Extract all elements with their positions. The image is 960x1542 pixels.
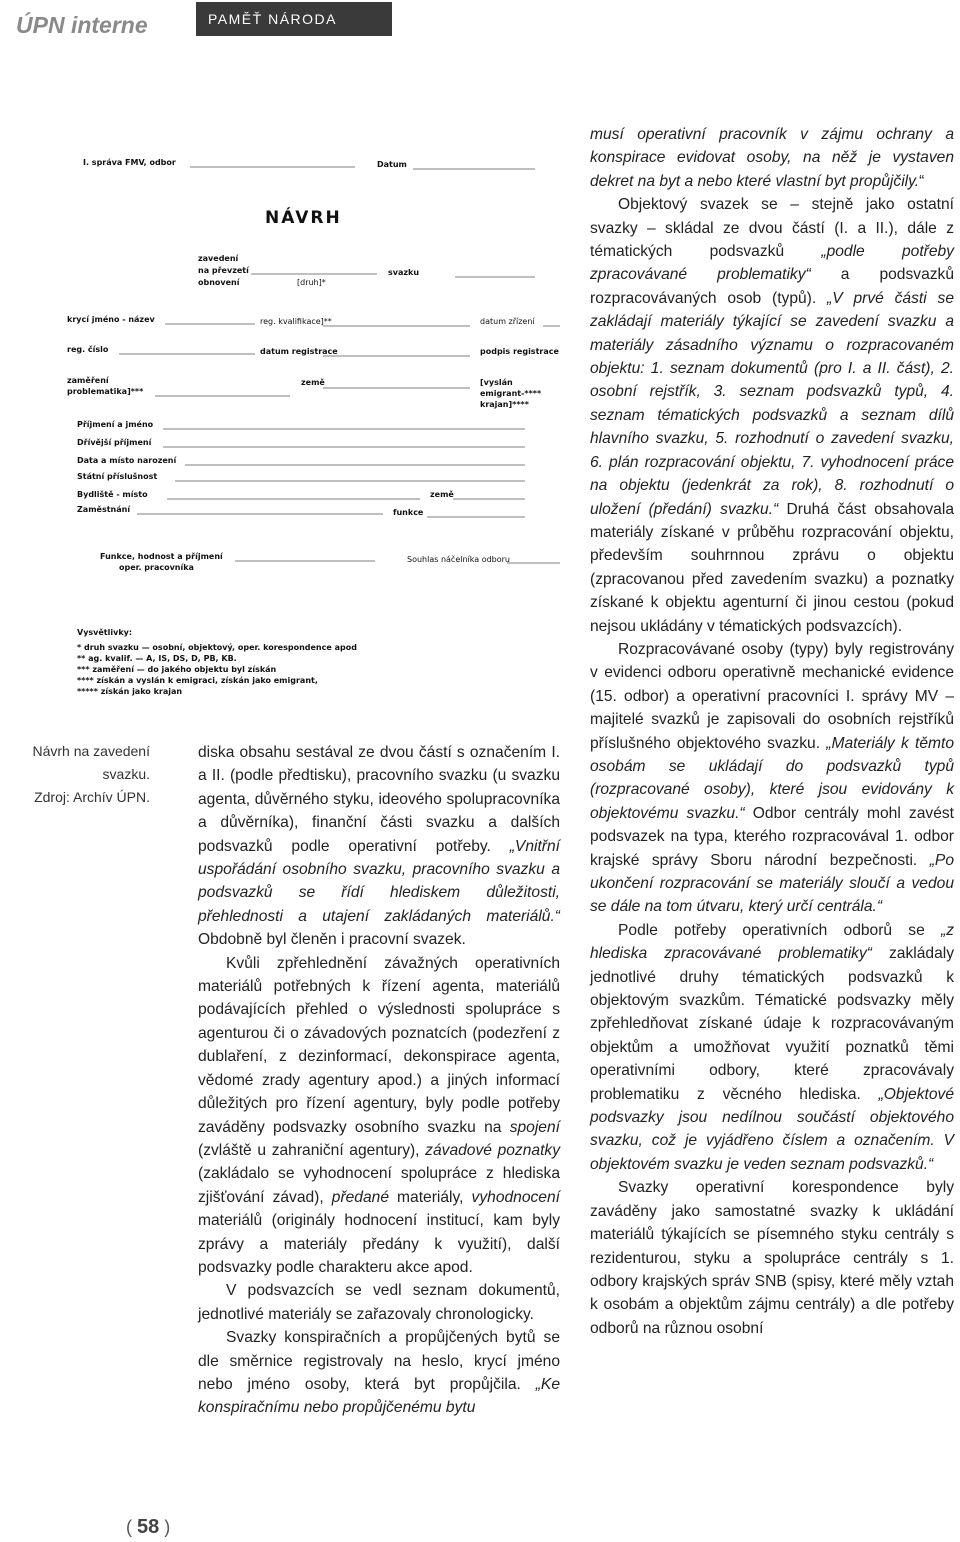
form-text: na převzetí bbox=[198, 266, 249, 275]
text-run: Obdobně byl členěn i pracovní svazek. bbox=[198, 931, 466, 949]
form-text: svazku bbox=[388, 268, 420, 277]
form-text: reg. kvalifikace]** bbox=[260, 317, 332, 326]
quote: „Ke konspiračnímu nebo propůjčenému bytu bbox=[198, 1375, 560, 1417]
form-text: krajan]**** bbox=[480, 400, 529, 409]
form-scan-image bbox=[55, 140, 565, 710]
form-text: **** získán a vyslán k emigraci, získán jako emigrant, bbox=[77, 676, 318, 685]
page-number-value: 58 bbox=[137, 1516, 160, 1538]
paragraph bbox=[590, 919, 954, 1176]
text-run: (zvláště u zahraniční agentury), bbox=[198, 1141, 426, 1159]
form-text: reg. číslo bbox=[67, 345, 109, 354]
paragraph bbox=[590, 193, 954, 638]
magazine-title: ÚPN interne bbox=[16, 12, 148, 38]
form-text: Bydliště - místo bbox=[77, 490, 148, 499]
page-number: ( 58 ) bbox=[126, 1516, 171, 1538]
form-text: oper. pracovníka bbox=[119, 563, 194, 572]
emphasis: vyhodnocení bbox=[471, 1188, 560, 1206]
form-text: země bbox=[301, 378, 325, 387]
paragraph bbox=[198, 1326, 560, 1420]
form-text: ** ag. kvalif. — A, IS, DS, D, PB, KB. bbox=[77, 654, 237, 663]
form-text: Datum bbox=[377, 160, 407, 169]
paragraph: Svazky operativní korespondence byly zaváděny jako samostatné svazky k ukládání materiálů týkajících se písemného styku centrály s rezidenturou, styku a spolupráce centrály s 1. odbory krajských správ SNB (spisy, které měly vztah k osobám a objektům zájmu centrály) a dle potřeby odborů na různou osobní bbox=[590, 1179, 954, 1337]
section-label: PAMĚŤ NÁRODA bbox=[196, 2, 392, 36]
quote: „Po ukončení rozpracování se materiály sloučí a vedou se dále na tom útvaru, který určí centrála.“ bbox=[590, 851, 954, 916]
paragraph bbox=[198, 741, 560, 952]
caption-source: Zdroj: Archív ÚPN. bbox=[34, 789, 150, 805]
text-run: a podsvazků rozpracovávaných osob (typů). bbox=[590, 266, 955, 307]
form-text: ***** získán jako krajan bbox=[77, 687, 183, 696]
form-text: [druh]* bbox=[297, 278, 326, 287]
paragraph bbox=[590, 123, 954, 193]
form-text: problematika]*** bbox=[67, 387, 144, 396]
form-text: Dřívější příjmení bbox=[77, 438, 152, 447]
form-heading: NÁVRH bbox=[265, 208, 342, 228]
form-text: I. správa FMV, odbor bbox=[83, 158, 176, 167]
text-run: Odbor centrály mohl zavést podsvazek na typa, kterého rozpracovával 1. odbor krajské správy Sboru národní bezpečnosti. bbox=[590, 804, 955, 869]
text-run: Druhá část obsahovala materiály získané v průběhu rozpracování objektu, především souhrnnou zprávu o objektu (zpracovanou před zavedením svazku) a poznatky získané k objektu agenturní či jinou cestou (pokud nejsou ukládány v tématických podsvazcích). bbox=[590, 500, 954, 635]
form-text: Příjmení a jméno bbox=[77, 420, 154, 429]
form-text: Data a místo narození bbox=[77, 456, 177, 465]
form-text: funkce bbox=[393, 508, 424, 517]
quote: „V prvé části se zakládají materiály týkající se zavedení svazku a materiály zásadního významu o rozpracovaném objektu: 1. seznam dokumentů (pro I. a II. část), 2. osobní rejstřík, 3. seznam podsvazků typů, 4. seznam tématických podsvazků a seznam dílů hlavního svazku, 5. rozhodnutí o zavedení svazku, 6. plán rozpracování objektu, 7. vyhodnocení práce na objektu (jedenkrát za rok), 8. rozhodnutí o uložení (předání) svazku.“ bbox=[590, 289, 954, 518]
form-text: podpis registrace bbox=[480, 347, 559, 356]
form-text: zaměření bbox=[67, 376, 109, 385]
text-column-right bbox=[590, 123, 954, 1340]
text-run: (zakládalo se vyhodnocení spolupráce z hlediska zjišťování závad), bbox=[198, 1165, 560, 1206]
text-run: diska obsahu sestával ze dvou částí s označením I. a II. (podle předtisku), pracovního svazku (u svazku agenta, důvěrného styku, ideového spolupracovníka a důvěrníka), finanční části svazku a dalších podsvazků podle operativní potřeby. bbox=[198, 744, 560, 855]
text-column-middle bbox=[198, 741, 560, 1420]
figure-caption bbox=[2, 740, 150, 809]
form-text: [vyslán bbox=[480, 378, 513, 387]
paragraph: V podsvazcích se vedl seznam dokumentů, jednotlivé materiály se zařazovaly chronologicky. bbox=[198, 1282, 560, 1323]
quote: „podle potřeby zpracovávané problematiky“ bbox=[590, 243, 954, 284]
form-text: * druh svazku — osobní, objektový, oper. korespondence apod bbox=[77, 643, 357, 652]
form-text: *** zaměření — do jakého objektu byl získán bbox=[77, 665, 277, 674]
form-text: krycí jméno - název bbox=[67, 315, 155, 324]
paragraph bbox=[590, 638, 954, 919]
text-run: Rozpracovávané osoby (typy) byly registrovány v evidenci odboru operativně mechanické evidence (15. odbor) a operativní pracovníci I. správy MV – majitelé svazků je zapisovali do osobních rejstříků příslušného objektového svazku. bbox=[590, 640, 954, 752]
text-run: Kvůli zpřehlednění závažných operativních materiálů potřebných k řízení agenta, materiálů podávajících přehled o výslednosti spolupráce s agenturou či o závadových poznatcích (podezření z dublaření, z dezinformací, dekonspirace agenta, vědomé zrady agentury apod.) a jiných informací důležitých pro řízení agentury, byly podle potřeby zaváděny podsvazky osobního svazku na bbox=[198, 954, 560, 1136]
quote: „Vnitřní uspořádání osobního svazku, pracovního svazku a podsvazků se řídí hlediskem důležitosti, přehlednosti a utajení zakládaných materiálů.“ bbox=[198, 837, 560, 925]
form-lines bbox=[55, 140, 565, 710]
text-run: materiálů (originály hodnocení institucí, kam byly zprávy a materiály předány k využití), další podsvazky podle charakteru akce apod. bbox=[198, 1212, 560, 1276]
quote: musí operativní pracovník v zájmu ochrany a konspirace evidovat osoby, na něž je vystaven dekret na byt a nebo které vlastní byt propůjčily. bbox=[590, 126, 954, 190]
text-run: Svazky konspiračních a propůjčených bytů se dle směrnice registrovaly na heslo, krycí jméno nebo jméno osoby, která byt propůjčila. bbox=[198, 1329, 560, 1393]
emphasis: spojení bbox=[509, 1118, 560, 1136]
form-text: země bbox=[430, 490, 454, 499]
quote: „z hlediska zpracovávané problematiky“ bbox=[590, 921, 954, 963]
form-text: datum registrace bbox=[260, 347, 338, 356]
text-run: zakládaly jednotlivé druhy tématických podsvazků k objektovým svazkům. Tématické podsvazky měly zpřehledňovat získané údaje k rozpracovávaným objektům a umožňovat využití poznatků těmi operativními odbory, které zpracovávaly problematiku z věcného hlediska. bbox=[590, 945, 955, 1103]
quote: „Objektové podsvazky jsou nedílnou součástí objektového svazku, což je vyjádřeno číslem a označením. V objektovém svazku je veden seznam podsvazků.“ bbox=[590, 1085, 954, 1173]
quote: „Materiály k těmto osobám se ukládají do podsvazků typů (rozpracované osoby), které jsou evidovány k objektovému svazku.“ bbox=[590, 734, 954, 822]
text-run: materiály, bbox=[389, 1188, 472, 1206]
form-text: obnovení bbox=[198, 278, 240, 287]
emphasis: závadové poznatky bbox=[425, 1141, 560, 1159]
form-text: emigrant-**** bbox=[480, 389, 542, 398]
form-text: Zaměstnání bbox=[77, 505, 131, 514]
text-run: “ bbox=[919, 172, 925, 190]
form-text: datum zřízení bbox=[480, 317, 535, 326]
form-text: zavedení bbox=[198, 254, 239, 263]
text-run: Objektový svazek se – stejně jako ostatní svazky – skládal ze dvou částí (I. a II.), dále z tématických podsvazků bbox=[590, 196, 954, 261]
form-text: Souhlas náčelníka odboru bbox=[407, 555, 510, 564]
emphasis: předané bbox=[331, 1188, 389, 1206]
form-text: Funkce, hodnost a příjmení bbox=[100, 552, 223, 561]
paragraph bbox=[198, 952, 560, 1280]
text-run: Podle potřeby operativních odborů se bbox=[618, 921, 941, 939]
caption-line: Návrh na zavedení svazku. bbox=[32, 743, 150, 782]
form-text: Vysvětlivky: bbox=[77, 628, 133, 637]
form-text: Státní příslušnost bbox=[77, 472, 158, 481]
